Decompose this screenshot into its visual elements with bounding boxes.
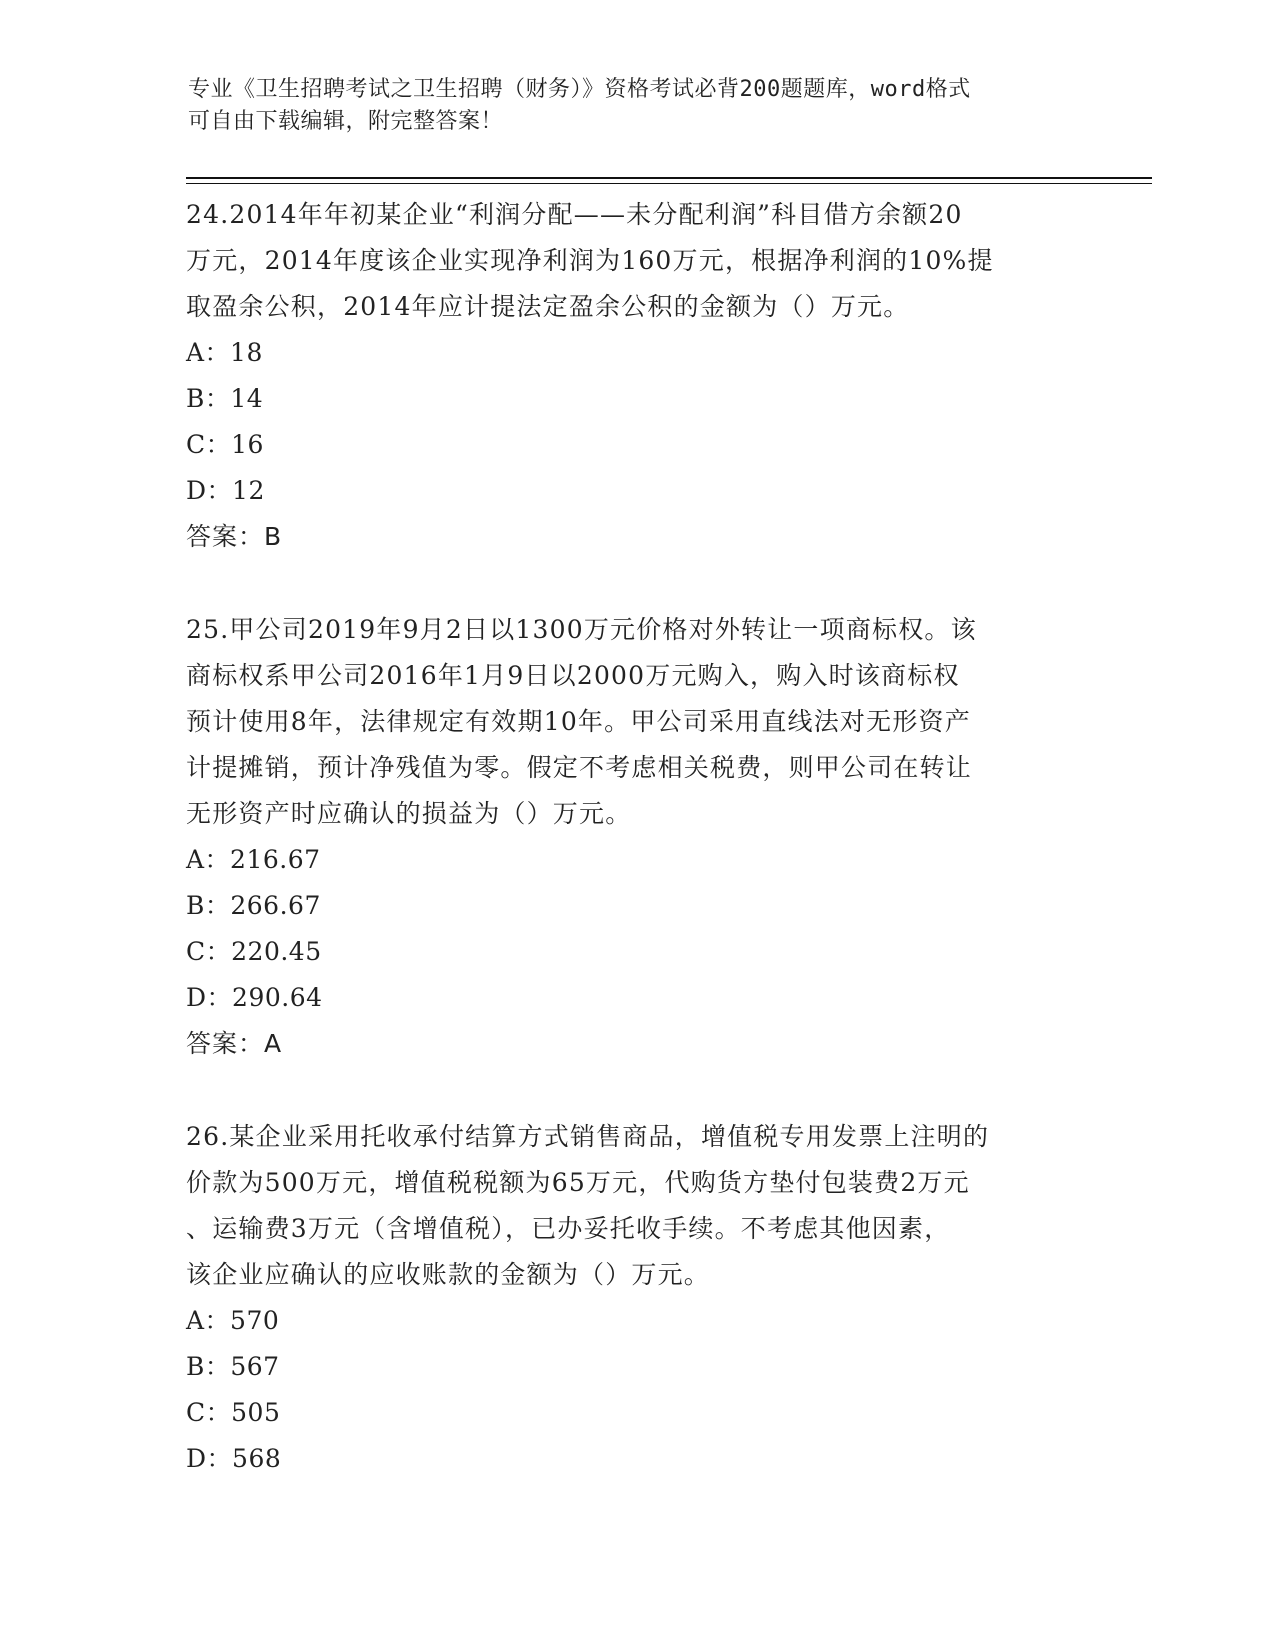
question-text-line: 、运输费3万元（含增值税），已办妥托收手续。不考虑其他因素， bbox=[186, 1214, 951, 1243]
header-line: 可自由下载编辑，附完整答案！ bbox=[188, 109, 504, 134]
question-text-line: 该企业应确认的应收账款的金额为（）万元。 bbox=[186, 1260, 711, 1289]
question-24 bbox=[186, 192, 1086, 560]
question-text-line: 计提摊销，预计净残值为零。假定不考虑相关税费，则甲公司在转让 bbox=[186, 753, 973, 782]
question-text-line: 取盈余公积，2014年应计提法定盈余公积的金额为（）万元。 bbox=[186, 292, 910, 321]
option-c: C：220.45 bbox=[186, 937, 322, 966]
option-d: D：290.64 bbox=[186, 983, 323, 1012]
question-text-line: 24.2014年年初某企业“利润分配——未分配利润”科目借方余额20 bbox=[186, 200, 963, 229]
question-text-line: 无形资产时应确认的损益为（）万元。 bbox=[186, 799, 632, 828]
option-b: B：567 bbox=[186, 1352, 280, 1381]
question-text-line: 26.某企业采用托收承付结算方式销售商品，增值税专用发票上注明的 bbox=[186, 1122, 990, 1151]
option-b: B：266.67 bbox=[186, 891, 321, 920]
answer: 答案：B bbox=[186, 522, 283, 551]
option-a: A：216.67 bbox=[186, 845, 321, 874]
header-line: 专业《卫生招聘考试之卫生招聘（财务）》资格考试必背200题题库，word格式 bbox=[188, 77, 971, 102]
question-text-line: 25.甲公司2019年9月2日以1300万元价格对外转让一项商标权。该 bbox=[186, 615, 977, 644]
option-c: C：505 bbox=[186, 1398, 281, 1427]
option-a: A：570 bbox=[186, 1306, 280, 1335]
option-a: A：18 bbox=[186, 338, 263, 367]
question-list bbox=[186, 192, 1086, 1529]
question-26 bbox=[186, 1114, 1086, 1482]
option-c: C：16 bbox=[186, 430, 264, 459]
document-header bbox=[188, 74, 1068, 138]
option-d: D：12 bbox=[186, 476, 265, 505]
question-25 bbox=[186, 607, 1086, 1067]
question-text-line: 价款为500万元，增值税税额为65万元，代购货方垫付包装费2万元 bbox=[186, 1168, 970, 1197]
option-d: D：568 bbox=[186, 1444, 282, 1473]
header-divider-thick bbox=[186, 177, 1152, 179]
question-text-line: 商标权系甲公司2016年1月9日以2000万元购入，购入时该商标权 bbox=[186, 661, 960, 690]
option-b: B：14 bbox=[186, 384, 264, 413]
question-text-line: 万元，2014年度该企业实现净利润为160万元，根据净利润的10%提 bbox=[186, 246, 994, 275]
header-divider-thin bbox=[186, 183, 1152, 184]
question-text-line: 预计使用8年，法律规定有效期10年。甲公司采用直线法对无形资产 bbox=[186, 707, 971, 736]
answer: 答案：A bbox=[186, 1029, 283, 1058]
